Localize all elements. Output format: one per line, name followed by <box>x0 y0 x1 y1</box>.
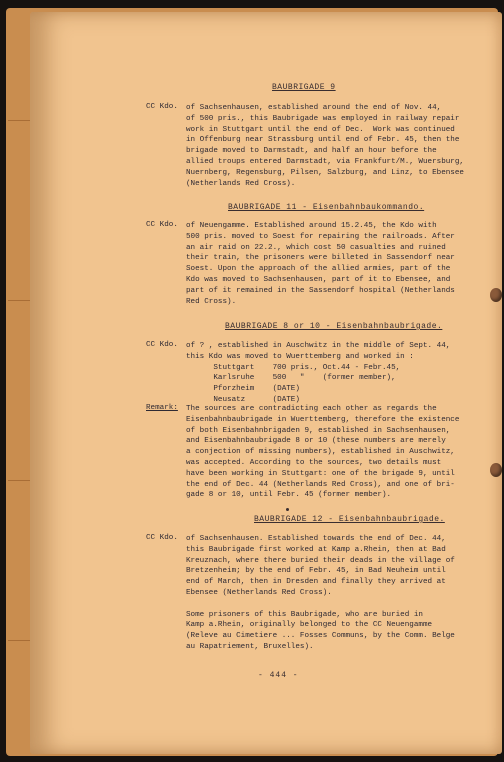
text-line <box>186 599 486 610</box>
section-heading: BAUBRIGADE 12 - Eisenbahnbaubrigade. <box>254 515 445 524</box>
text-line: of both Eisenbahnbrigaden 9, established in Sachsenhausen, <box>186 426 451 435</box>
section-heading: BAUBRIGADE 9 <box>272 83 336 92</box>
text-line: gade 8 or 10, until Febr. 45 (former member). <box>186 491 392 500</box>
text-line: Stuttgart 700 pris., Oct.44 - Febr.45, <box>186 363 401 372</box>
text-line: Red Cross). <box>186 297 237 306</box>
text-line: have been working in Stuttgart: one of the brigade 9, until <box>186 469 455 478</box>
text-line: work in Stuttgart until the end of Dec. Work was continued <box>186 125 455 134</box>
section-label: CC Kdo. <box>146 341 178 349</box>
page-number: - 444 - <box>258 671 299 680</box>
text-line: was accepted. According to the sources, two details must <box>186 458 442 467</box>
section-label: CC Kdo. <box>146 534 178 542</box>
section-heading: BAUBRIGADE 11 - Eisenbahnbaukommando. <box>228 203 425 212</box>
text-line: part of it remained in the Sassendorf hospital (Netherlands <box>186 286 455 295</box>
text-line: and Eisenbahnbaubrigade 8 or 10 (these numbers are merely <box>186 437 446 446</box>
text-line: in Offenburg near Strassburg until end of Febr. 45, then the <box>186 136 460 145</box>
text-line: Neusatz (DATE) <box>186 395 300 404</box>
remark-label: Remark: <box>146 404 178 412</box>
text-line: allied troups entered Darmstadt, via Frankfurt/M., Wuersburg, <box>186 157 464 166</box>
remark-body <box>186 404 486 501</box>
section-body <box>186 103 486 189</box>
binder-tab-icon <box>490 288 502 302</box>
text-line: of ? , established in Auschwitz in the middle of Sept. 44, <box>186 342 451 350</box>
text-line: Soest. Upon the approach of the allied armies, part of the <box>186 265 451 274</box>
section-body <box>186 341 486 406</box>
text-line: Kamp a.Rhein, originally belonged to the CC Neuengamme <box>186 621 433 630</box>
section-heading: BAUBRIGADE 8 or 10 - Eisenbahnbaubrigade. <box>225 322 443 331</box>
text-line: Karlsruhe 500 " (former member), <box>186 374 396 383</box>
text-line: Bretzenheim; by the end of Febr. 45, in Bad Neuheim until <box>186 567 446 576</box>
binder-tab-icon <box>490 463 502 477</box>
text-line: The sources are contradicting each other as regards the <box>186 405 437 413</box>
section-label: CC Kdo. <box>146 103 178 111</box>
text-line: of Neuengamme. Established around 15.2.45, the Kdo with <box>186 222 437 230</box>
text-line: end of March, then in Dresden and finally they arrived at <box>186 578 446 587</box>
text-line: Some prisoners of this Baubrigade, who are buried in <box>186 610 423 619</box>
text-line: au Rapatriement, Bruxelles). <box>186 642 314 651</box>
text-line: (Releve au Cimetiere ... Fosses Communs, by the Comm. Belge <box>186 632 455 641</box>
text-line: this Baubrigade first worked at Kamp a.Rhein, then at Bad <box>186 545 446 554</box>
text-line: Kdo was moved to Sachsenhausen, part of it to Ebensee, and <box>186 275 451 284</box>
section-body <box>186 221 486 307</box>
section-body <box>186 534 486 653</box>
text-line: 500 pris. moved to Soest for repairing the railroads. After <box>186 232 455 241</box>
text-line: Eisenbahnbaubrigade in Wuerttemberg, therefore the existence <box>186 415 460 424</box>
text-line: (Netherlands Red Cross). <box>186 179 296 188</box>
text-line: Pforzheim (DATE) <box>186 385 300 394</box>
text-line: Kreuznach, where there buried their deads in the village of <box>186 556 455 565</box>
text-line: the end of Dec. 44 (Netherlands Red Cross), and one of bri- <box>186 480 455 489</box>
text-line: an air raid on 22.2., which cost 50 casualties and ruined <box>186 243 446 252</box>
text-line: of Sachsenhausen, established around the end of Nov. 44, <box>186 104 442 112</box>
text-line: Nuernberg, Regensburg, Pilsen, Salzburg, and Linz, to Ebensee <box>186 168 464 177</box>
text-line: a conjection of missing numbers), established in Auschwitz, <box>186 448 455 457</box>
ink-dot <box>286 508 289 511</box>
section-label: CC Kdo. <box>146 221 178 229</box>
text-line: Ebensee (Netherlands Red Cross). <box>186 588 332 597</box>
text-line: of 500 pris., this Baubrigade was employed in railway repair <box>186 114 460 123</box>
text-line: of Sachsenhausen. Established towards the end of Dec. 44, <box>186 535 446 543</box>
text-line: this Kdo was moved to Wuerttemberg and worked in : <box>186 352 414 361</box>
text-line: their train, the prisoners were billeted in Sassendorf near <box>186 254 455 263</box>
text-line: brigade moved to Darmstadt, and half an hour before the <box>186 147 437 156</box>
